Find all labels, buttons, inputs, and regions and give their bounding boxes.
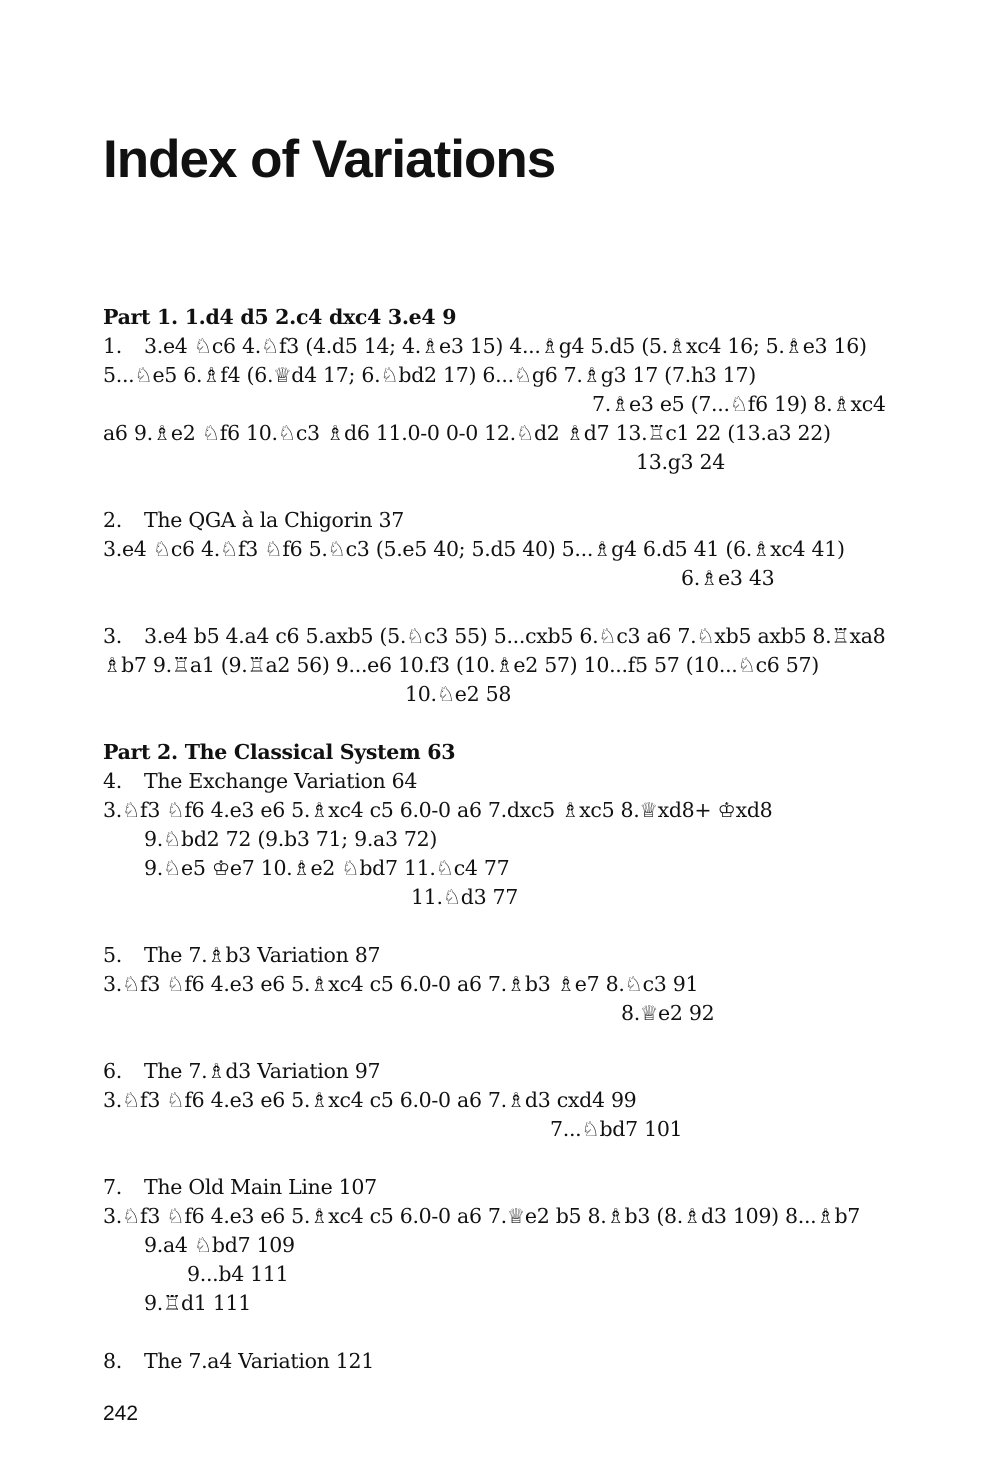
chapter-title: The Old Main Line 107 [144, 1175, 377, 1199]
variation-text: 9.♖d1 111 [144, 1291, 252, 1315]
part-heading-text: Part 2. The Classical System 63 [103, 740, 456, 764]
spacer [103, 912, 898, 941]
variation-text: 3.e4 b5 4.a4 c6 5.axb5 (5.♘c3 55) 5...cxb5 6.♘c3 a6 7.♘xb5 axb5 8.♖xa8 [144, 624, 886, 648]
chapter-1-line [103, 332, 898, 361]
chapter-number: 1. [103, 334, 122, 358]
part-heading [103, 303, 898, 332]
chapter-title: The 7.♗b3 Variation 87 [144, 943, 381, 967]
chapter-2-title [103, 506, 898, 535]
spacer [103, 709, 898, 738]
variation-line [103, 448, 898, 477]
variations-index [103, 303, 898, 1376]
variation-text: 3.♘f3 ♘f6 4.e3 e6 5.♗xc4 c5 6.0-0 a6 7.♗d3 cxd4 99 [103, 1088, 637, 1112]
chapter-number: 2. [103, 508, 122, 532]
chapter-number: 8. [103, 1349, 122, 1373]
variation-line [103, 680, 898, 709]
variation-line [103, 999, 898, 1028]
chapter-number: 3. [103, 624, 122, 648]
variation-line [103, 883, 898, 912]
page-title: Index of Variations [103, 130, 556, 189]
variation-line [103, 825, 898, 854]
chapter-title: The 7.♗d3 Variation 97 [144, 1059, 381, 1083]
spacer [103, 593, 898, 622]
variation-line [103, 651, 898, 680]
variation-text: 7.♗e3 e5 (7...♘f6 19) 8.♗xc4 [592, 392, 886, 416]
variation-line [103, 535, 898, 564]
variation-text: 5...♘e5 6.♗f4 (6.♕d4 17; 6.♘bd2 17) 6...♘g6 7.♗g3 17 (7.h3 17) [103, 363, 756, 387]
chapter-number: 4. [103, 769, 122, 793]
variation-text: 3.♘f3 ♘f6 4.e3 e6 5.♗xc4 c5 6.0-0 a6 7.♕e2 b5 8.♗b3 (8.♗d3 109) 8...♗b7 [103, 1204, 861, 1228]
chapter-7-title [103, 1173, 898, 1202]
spacer [103, 477, 898, 506]
variation-line [103, 1289, 898, 1318]
variation-text: 9.♘e5 ♔e7 10.♗e2 ♘bd7 11.♘c4 77 [144, 856, 510, 880]
variation-text: 10.♘e2 58 [405, 682, 512, 706]
variation-text: 11.♘d3 77 [411, 885, 519, 909]
variation-text: 3.♘f3 ♘f6 4.e3 e6 5.♗xc4 c5 6.0-0 a6 7.♗b3 ♗e7 8.♘c3 91 [103, 972, 699, 996]
variation-text: 9.a4 ♘bd7 109 [144, 1233, 295, 1257]
spacer [103, 1318, 898, 1347]
chapter-number: 6. [103, 1059, 122, 1083]
chapter-title: The Exchange Variation 64 [144, 769, 418, 793]
chapter-4-title [103, 767, 898, 796]
variation-line [103, 1231, 898, 1260]
variation-line [103, 419, 898, 448]
spacer [103, 1144, 898, 1173]
variation-line [103, 854, 898, 883]
variation-text: 3.♘f3 ♘f6 4.e3 e6 5.♗xc4 c5 6.0-0 a6 7.dxc5 ♗xc5 8.♕xd8+ ♔xd8 [103, 798, 773, 822]
variation-line [103, 1260, 898, 1289]
chapter-6-title [103, 1057, 898, 1086]
variation-text: 13.g3 24 [636, 450, 725, 474]
variation-text: 9.♘bd2 72 (9.b3 71; 9.a3 72) [144, 827, 438, 851]
variation-line [103, 1202, 898, 1231]
variation-line [103, 1115, 898, 1144]
variation-line [103, 564, 898, 593]
variation-text: ♗b7 9.♖a1 (9.♖a2 56) 9...e6 10.f3 (10.♗e2 57) 10...f5 57 (10...♘c6 57) [103, 653, 819, 677]
variation-text: 3.e4 ♘c6 4.♘f3 ♘f6 5.♘c3 (5.e5 40; 5.d5 40) 5...♗g4 6.d5 41 (6.♗xc4 41) [103, 537, 845, 561]
variation-line [103, 796, 898, 825]
chapter-title: The 7.a4 Variation 121 [144, 1349, 374, 1373]
part-heading [103, 738, 898, 767]
variation-text: 7...♘bd7 101 [550, 1117, 683, 1141]
variation-text: 9...b4 111 [187, 1262, 289, 1286]
chapter-5-title [103, 941, 898, 970]
variation-text: 6.♗e3 43 [681, 566, 775, 590]
part-heading-text: Part 1. 1.d4 d5 2.c4 dxc4 3.e4 9 [103, 305, 457, 329]
variation-text: 3.e4 ♘c6 4.♘f3 (4.d5 14; 4.♗e3 15) 4...♗g4 5.d5 (5.♗xc4 16; 5.♗e3 16) [144, 334, 867, 358]
chapter-number: 7. [103, 1175, 122, 1199]
variation-text: 8.♕e2 92 [621, 1001, 715, 1025]
variation-line [103, 1086, 898, 1115]
chapter-title: The QGA à la Chigorin 37 [144, 508, 404, 532]
chapter-number: 5. [103, 943, 122, 967]
variation-line [103, 970, 898, 999]
chapter-3-line [103, 622, 898, 651]
chapter-8-title [103, 1347, 898, 1376]
spacer [103, 1028, 898, 1057]
page-number: 242 [103, 1402, 139, 1425]
variation-line [103, 361, 898, 390]
variation-text: a6 9.♗e2 ♘f6 10.♘c3 ♗d6 11.0-0 0-0 12.♘d2 ♗d7 13.♖c1 22 (13.a3 22) [103, 421, 831, 445]
variation-line [103, 390, 898, 419]
